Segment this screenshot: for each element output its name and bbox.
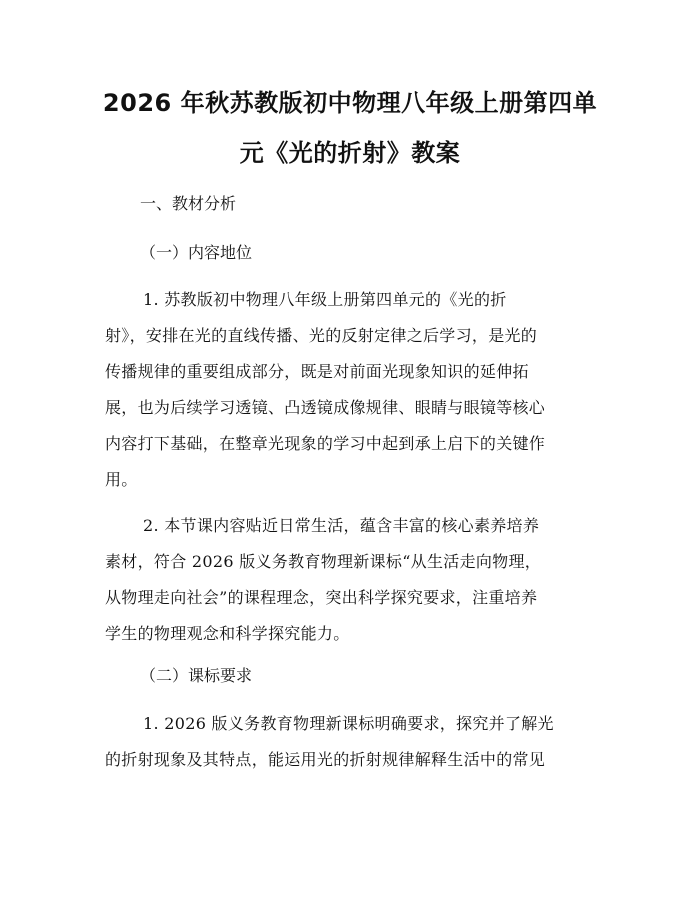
subsection-heading-curriculum-requirements: （二）课标要求 bbox=[140, 666, 253, 685]
paragraph-line: 展，也为后续学习透镜、凸透镜成像规律、眼睛与眼镜等核心 bbox=[105, 398, 546, 417]
paragraph-line: 用。 bbox=[105, 470, 138, 489]
paragraph-line: 射》，安排在光的直线传播、光的反射定律之后学习，是光的 bbox=[105, 326, 538, 345]
paragraph-line: 的折射现象及其特点，能运用光的折射规律解释生活中的常见 bbox=[105, 750, 546, 769]
paragraph-line: 内容打下基础，在整章光现象的学习中起到承上启下的关键作 bbox=[105, 434, 546, 453]
paragraph-line: 1. 2026 版义务教育物理新课标明确要求，探究并了解光 bbox=[143, 714, 554, 733]
paragraph-line: 素材，符合 2026 版义务教育物理新课标“从生活走向物理， bbox=[105, 552, 542, 571]
paragraph-line: 学生的物理观念和科学探究能力。 bbox=[105, 624, 350, 643]
paragraph-line: 从物理走向社会”的课程理念，突出科学探究要求，注重培养 bbox=[105, 588, 538, 607]
paragraph-line: 2. 本节课内容贴近日常生活，蕴含丰富的核心素养培养 bbox=[143, 516, 540, 535]
section-heading-textbook-analysis: 一、教材分析 bbox=[140, 194, 237, 213]
paragraph-line: 传播规律的重要组成部分，既是对前面光现象知识的延伸拓 bbox=[105, 362, 529, 381]
document-title-line-1: 2026 年秋苏教版初中物理八年级上册第四单 bbox=[102, 89, 598, 117]
paragraph-curriculum-requirements-1 bbox=[105, 706, 605, 778]
paragraph-content-position-2 bbox=[105, 508, 605, 652]
paragraph-line: 1. 苏教版初中物理八年级上册第四单元的《光的折 bbox=[143, 290, 507, 309]
subsection-heading-content-position: （一）内容地位 bbox=[140, 243, 253, 262]
document-title-line-2: 元《光的折射》教案 bbox=[239, 139, 461, 167]
paragraph-content-position-1 bbox=[105, 282, 605, 498]
